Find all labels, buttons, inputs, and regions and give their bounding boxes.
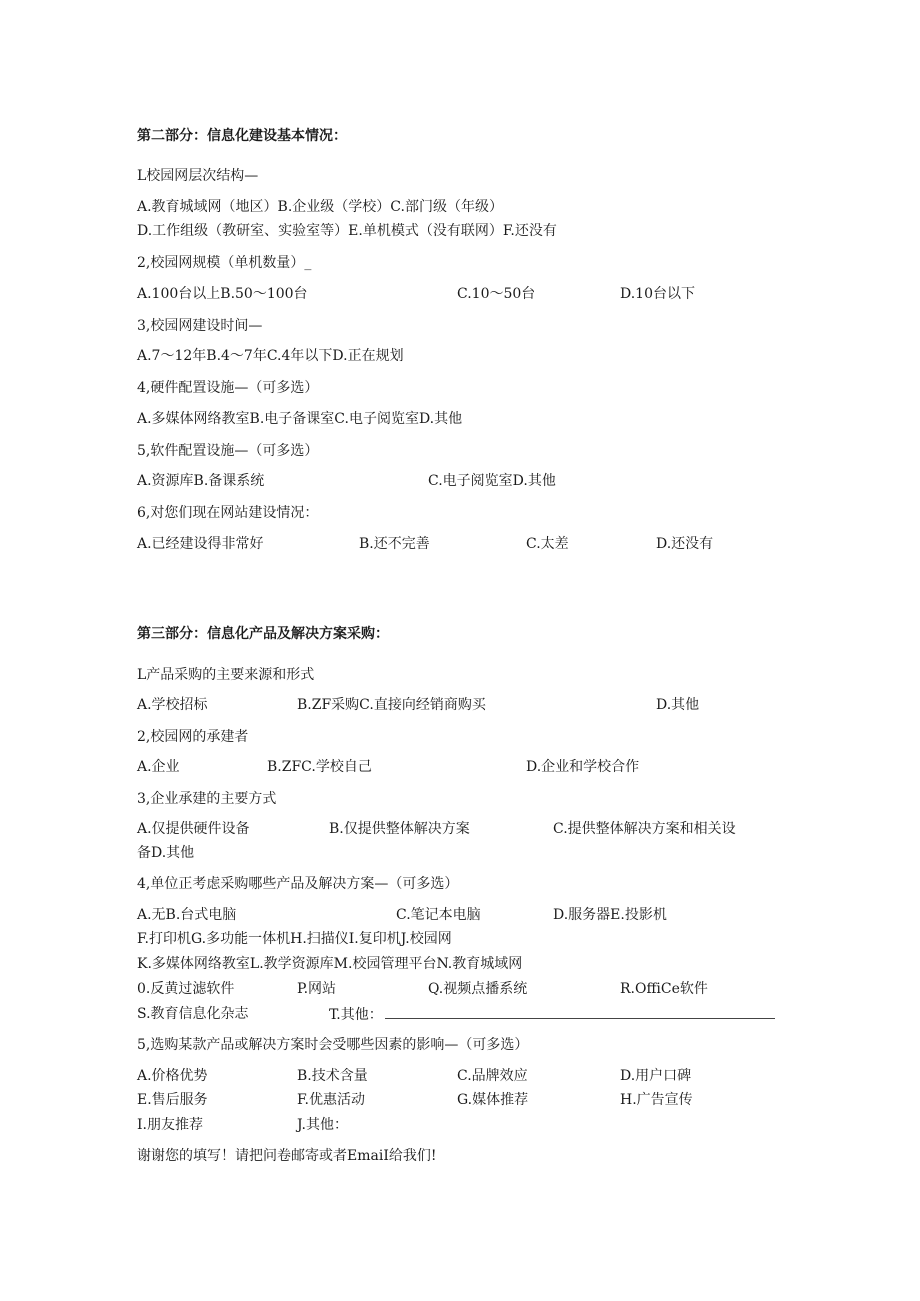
option: C.太差 — [526, 536, 569, 552]
option: J.其他： — [297, 1117, 348, 1133]
p2-q6-title: 6,对您们现在网站建设情况： — [137, 505, 319, 521]
option: A.资源库B.备课系统 — [137, 473, 265, 489]
p2-q2-title: 2,校园网规模（单机数量）_ — [137, 255, 312, 271]
p2-q1-options-line1: A.教育城域网（地区）B.企业级（学校）C.部门级（年级） — [137, 199, 503, 215]
p2-q5-options — [137, 471, 837, 491]
option: C.品牌效应 — [457, 1068, 528, 1084]
option: E.售后服务 — [137, 1092, 208, 1108]
p3-q5-options-row2 — [137, 1090, 837, 1110]
p3-q1-title: L产品采购的主要来源和形式 — [137, 667, 315, 683]
p2-q3-options: A.7～12年B.4～7年C.4年以下D.正在规划 — [137, 348, 404, 364]
part2-heading: 第二部分：信息化建设基本情况： — [137, 128, 347, 144]
p3-q4-options-row3: K.多媒体网络教室L.教学资源库M.校园管理平台N.教育城域网 — [137, 956, 523, 972]
option: D.10台以下 — [620, 286, 695, 302]
option: C.10～50台 — [457, 286, 536, 302]
p3-q5-title: 5,选购某款产品或解决方案时会受哪些因素的影响—（可多选） — [137, 1037, 529, 1053]
option: F.优惠活动 — [297, 1092, 365, 1108]
option: H.广告宣传 — [620, 1092, 693, 1108]
option: A.100台以上B.50～100台 — [137, 286, 308, 302]
p3-q3-options-line2: 备D.其他 — [137, 845, 195, 861]
part3-heading: 第三部分：信息化产品及解决方案采购： — [137, 626, 389, 642]
option: C.笔记本电脑 — [396, 907, 481, 923]
option: A.无B.台式电脑 — [137, 907, 237, 923]
p2-q6-options — [137, 534, 837, 554]
p2-q2-options — [137, 284, 837, 304]
p2-q5-title: 5,软件配置设施—（可多选） — [137, 443, 319, 459]
p2-q4-options: A.多媒体网络教室B.电子备课室C.电子阅览室D.其他 — [137, 411, 463, 427]
option: C.提供整体解决方案和相关设 — [553, 821, 736, 837]
option: B.ZFC.学校自己 — [267, 759, 372, 775]
p3-q4-title: 4,单位正考虑采购哪些产品及解决方案—（可多选） — [137, 876, 459, 892]
option: B.仅提供整体解决方案 — [329, 821, 470, 837]
option: A.企业 — [137, 759, 180, 775]
option: D.还没有 — [656, 536, 714, 552]
option: D.企业和学校合作 — [526, 759, 640, 775]
p3-q2-title: 2,校园网的承建者 — [137, 729, 249, 745]
p2-q1-title: L校园网层次结构— — [137, 168, 259, 184]
option: I.朋友推荐 — [137, 1117, 203, 1133]
option: 0.反黄过滤软件 — [137, 981, 235, 997]
p3-q2-options — [137, 757, 837, 777]
p3-q4-options-row2: F.打印机G.多功能一体机H.扫描仪I.复印机J.校园网 — [137, 931, 452, 947]
option: B.还不完善 — [359, 536, 430, 552]
option: Q.视频点播系统 — [428, 981, 528, 997]
option: A.仅提供硬件设备 — [137, 821, 250, 837]
option: D.其他 — [656, 697, 700, 713]
option: C.电子阅览室D.其他 — [428, 473, 556, 489]
p3-q4-options-row5 — [137, 1004, 837, 1024]
p3-q3-title: 3,企业承建的主要方式 — [137, 791, 277, 807]
p3-q4-options-row1 — [137, 905, 837, 925]
option: A.已经建设得非常好 — [137, 536, 264, 552]
option: A.价格优势 — [137, 1068, 208, 1084]
p3-q1-options — [137, 695, 837, 715]
option: D.用户口碑 — [620, 1068, 692, 1084]
p3-q5-options-row1 — [137, 1066, 837, 1086]
p3-q4-options-row4 — [137, 979, 837, 999]
p2-q1-options-line2: D.工作组级（教研室、实验室等）E.单机模式（没有联网）F.还没有 — [137, 223, 557, 239]
p2-q4-title: 4,硬件配置设施—（可多选） — [137, 380, 319, 396]
footer-thanks: 谢谢您的填写！请把问卷邮寄或者EmaiI给我们! — [137, 1148, 437, 1164]
other-label: T.其他： — [329, 1007, 383, 1023]
option: S.教育信息化杂志 — [137, 1006, 249, 1022]
option: P.网站 — [297, 981, 337, 997]
other-option — [329, 1004, 775, 1025]
p3-q5-options-row3 — [137, 1115, 837, 1135]
p3-q3-options — [137, 819, 837, 839]
option: B.技术含量 — [297, 1068, 368, 1084]
option: R.OffiCe软件 — [620, 981, 708, 997]
option: B.ZF采购C.直接向经销商购买 — [297, 697, 486, 713]
option: G.媒体推荐 — [457, 1092, 529, 1108]
p2-q3-title: 3,校园网建设时间— — [137, 318, 263, 334]
option: D.服务器E.投影机 — [553, 907, 667, 923]
option: A.学校招标 — [137, 697, 208, 713]
other-blank-field[interactable] — [385, 1004, 775, 1019]
